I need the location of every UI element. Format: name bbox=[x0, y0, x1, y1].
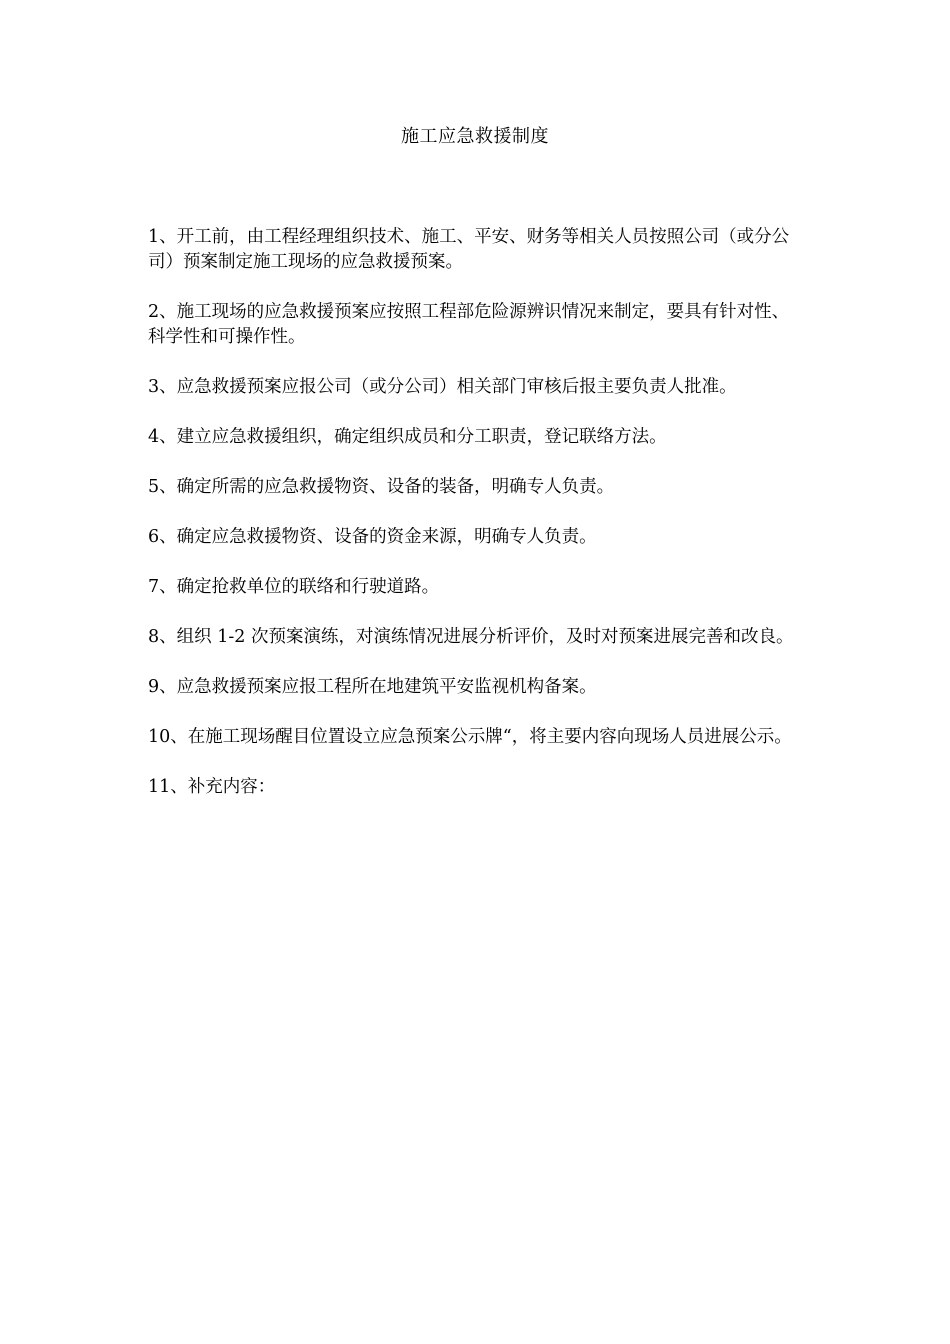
paragraph-11: 11、补充内容： bbox=[148, 777, 276, 797]
paragraph-1: 1、开工前，由工程经理组织技术、施工、平安、财务等相关人员按照公司（或分公司）预案制定施工现场的应急救援预案。 bbox=[148, 227, 790, 272]
document-title: 施工应急救援制度 bbox=[401, 126, 549, 147]
paragraph-7: 7、确定抢救单位的联络和行驶道路。 bbox=[148, 577, 440, 597]
document-body bbox=[148, 225, 796, 825]
paragraph-5: 5、确定所需的应急救援物资、设备的装备，明确专人负责。 bbox=[148, 477, 615, 497]
paragraph-6: 6、确定应急救援物资、设备的资金来源，明确专人负责。 bbox=[148, 527, 597, 547]
paragraph-2: 2、施工现场的应急救援预案应按照工程部危险源辨识情况来制定，要具有针对性、科学性和可操作性。 bbox=[148, 302, 790, 347]
paragraph-4: 4、建立应急救援组织，确定组织成员和分工职责，登记联络方法。 bbox=[148, 427, 667, 447]
paragraph-9: 9、应急救援预案应报工程所在地建筑平安监视机构备案。 bbox=[148, 677, 597, 697]
paragraph-8: 8、组织 1-2 次预案演练，对演练情况进展分析评价，及时对预案进展完善和改良。 bbox=[148, 627, 794, 647]
paragraph-3: 3、应急救援预案应报公司（或分公司）相关部门审核后报主要负责人批准。 bbox=[148, 377, 737, 397]
paragraph-10: 10、在施工现场醒目位置设立应急预案公示牌“，将主要内容向现场人员进展公示。 bbox=[148, 727, 792, 747]
